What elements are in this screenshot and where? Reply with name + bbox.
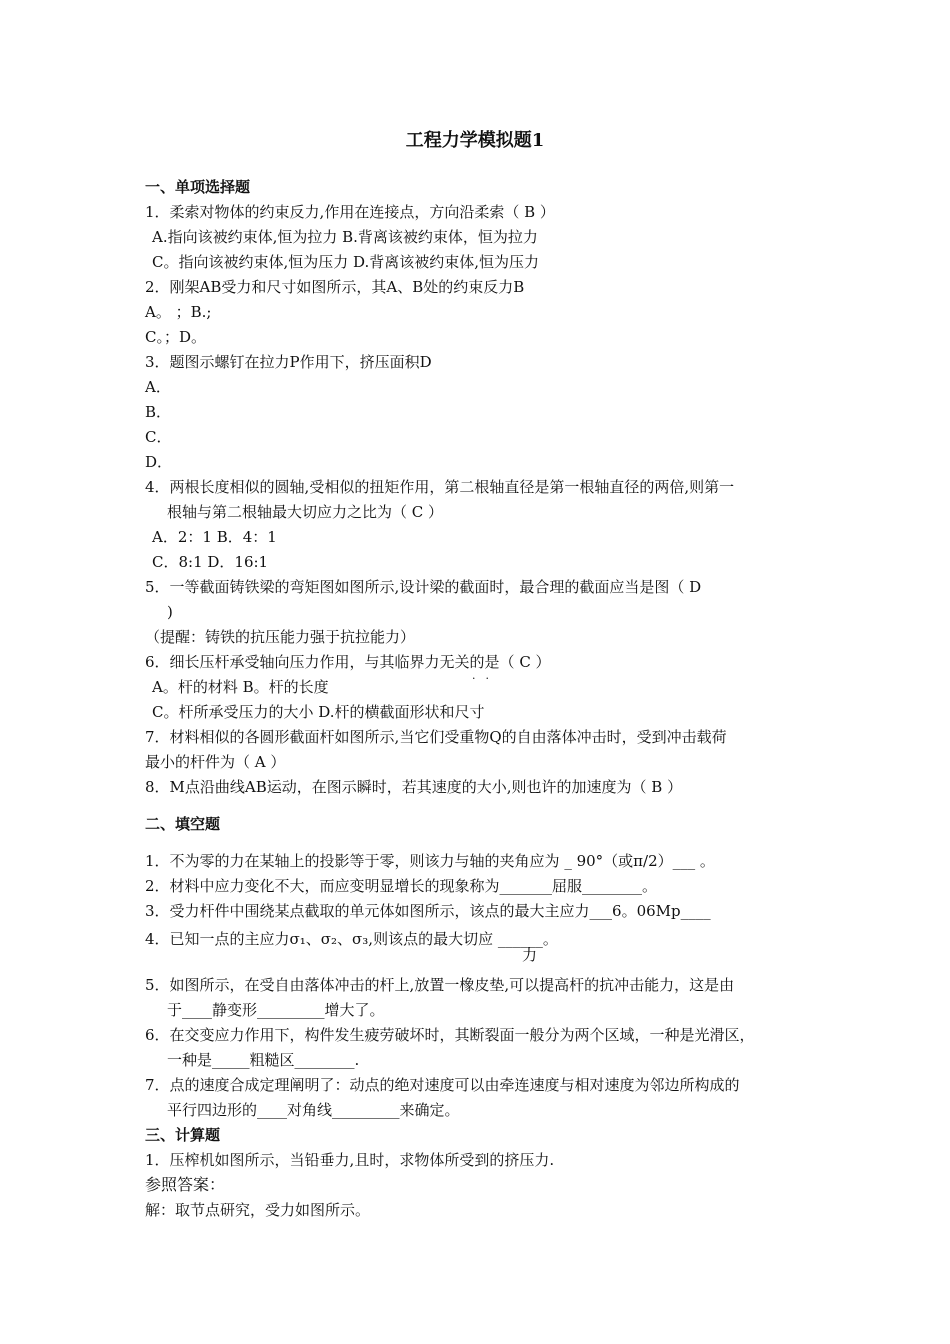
option-line: D．: [145, 453, 173, 471]
option-line: C。指向该被约束体,恒为压力 D.背离该被约束体,恒为压力: [152, 253, 540, 271]
question-line: 8．M点沿曲线AB运动，在图示瞬时，若其速度的大小,则也许的加速度为（ B ）: [145, 778, 683, 796]
option-line: A.指向该被约束体,恒为拉力 B.背离该被约束体，恒为拉力: [152, 228, 538, 246]
option-line: A．: [145, 378, 171, 396]
hint-line: （提醒：铸铁的抗压能力强于抗拉能力）: [145, 628, 416, 646]
option-line: A。杆的材料 B。杆的长度: [152, 678, 329, 696]
section-heading-calculation: 三、计算题: [145, 1126, 221, 1144]
option-line: B．: [145, 403, 172, 421]
question-line: 一种是_____粗糙区________.: [167, 1051, 360, 1069]
question-line: 最小的杆件为（ A ）: [145, 753, 286, 771]
question-line: 6．细长压杆承受轴向压力作用，与其临界力无关的是（ C ）: [145, 653, 551, 671]
section-heading-single-choice: 一、单项选择题: [145, 178, 251, 196]
question-line: 1．压榨机如图所示，当铅垂力,且时，求物体所受到的挤压力.: [145, 1151, 555, 1169]
question-line: 2．刚架AB受力和尺寸如图所示，其A、B处的约束反力B: [145, 278, 525, 296]
option-line: A．2：1 B．4：1: [152, 528, 277, 546]
question-line: 5．一等截面铸铁梁的弯矩图如图所示,设计梁的截面时，最合理的截面应当是图（ D: [145, 578, 702, 596]
question-line: 7．材料相似的各圆形截面杆如图所示,当它们受重物Q的自由落体冲击时，受到冲击载荷: [145, 728, 727, 746]
answer-heading: 参照答案：: [145, 1175, 226, 1194]
emphasis-dots: ··: [472, 672, 499, 685]
question-line: 6．在交变应力作用下，构件发生疲劳破坏时，其断裂面一般分为两个区域，一种是光滑区，: [145, 1026, 755, 1044]
question-line: 根轴与第二根轴最大切应力之比为（ C ）: [167, 503, 444, 521]
question-line: 4．两根长度相似的圆轴,受相似的扭矩作用，第二根轴直径是第一根轴直径的两倍,则第一: [145, 478, 735, 496]
option-line: C．8:1 D．16:1: [152, 553, 269, 571]
question-line: 3．受力杆件中围绕某点截取的单元体如图所示，该点的最大主应力___6。06Mp____: [145, 902, 711, 920]
option-line: C．: [145, 428, 172, 446]
answer-line: 解：取节点研究，受力如图所示。: [145, 1201, 371, 1219]
question-line: 4．已知一点的主应力σ₁、σ₂、σ₃,则该点的最大切应 ______。: [145, 930, 558, 948]
question-line: ): [167, 603, 173, 621]
question-line: 1．不为零的力在某轴上的投影等于零，则该力与轴的夹角应为 _ 90°（或π/2）___ 。: [145, 852, 715, 870]
option-line: A。 ；B.;: [145, 303, 212, 321]
question-line: 1．柔索对物体的约束反力,作用在连接点，方向沿柔索（ B ）: [145, 203, 555, 221]
question-line: 于____静变形_________增大了。: [167, 1001, 385, 1019]
question-line: 5．如图所示，在受自由落体冲击的杆上,放置一橡皮垫,可以提高杆的抗冲击能力，这是由: [145, 976, 735, 994]
stray-character: 力: [522, 946, 538, 964]
option-line: C。杆所承受压力的大小 D.杆的横截面形状和尺寸: [152, 703, 485, 721]
option-line: C。；D。: [145, 328, 207, 346]
question-line: 7．点的速度合成定理阐明了：动点的绝对速度可以由牵连速度与相对速度为邻边所构成的: [145, 1076, 740, 1094]
question-line: 平行四边形的____对角线_________来确定。: [167, 1101, 460, 1119]
section-heading-fill-blank: 二、填空题: [145, 815, 221, 833]
question-line: 3．题图示螺钉在拉力P作用下，挤压面积D: [145, 353, 432, 371]
document-title: 工程力学模拟题1: [405, 130, 545, 151]
question-line: 2．材料中应力变化不大，而应变明显增长的现象称为_______屈服________。: [145, 877, 658, 895]
